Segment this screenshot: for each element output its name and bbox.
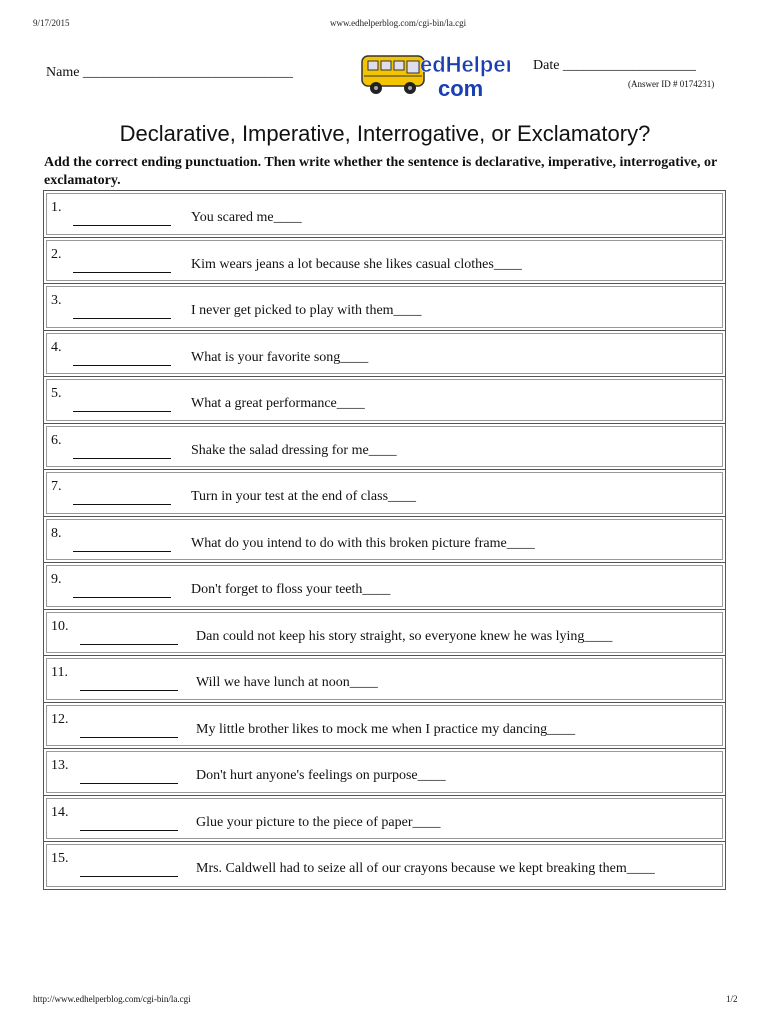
question-sentence: What is your favorite song____ — [191, 349, 369, 365]
question-sentence: Don't forget to floss your teeth____ — [191, 582, 391, 597]
question-sentence: What do you intend to do with this broken picture frame____ — [191, 535, 535, 551]
question-cell — [46, 751, 723, 793]
question-row — [44, 749, 725, 796]
svg-text:com: com — [438, 76, 484, 101]
question-number: 10. — [51, 618, 69, 634]
question-cell — [46, 565, 723, 607]
question-row — [44, 238, 725, 285]
question-number: 3. — [51, 293, 62, 308]
question-row — [44, 284, 725, 331]
question-sentence: Will we have lunch at noon____ — [196, 675, 378, 690]
question-row — [44, 377, 725, 424]
answer-blank[interactable] — [80, 783, 178, 784]
svg-text:edHelper.: edHelper. — [420, 52, 510, 77]
answer-blank[interactable] — [73, 272, 171, 273]
question-number: 14. — [51, 804, 69, 820]
instructions: Add the correct ending punctuation. Then write whether the sentence is declarative, imperative, interrogative, or exclamatory. — [44, 155, 717, 188]
question-row — [44, 656, 725, 703]
question-row — [44, 703, 725, 750]
question-row — [44, 331, 725, 378]
question-number: 4. — [51, 339, 62, 355]
question-cell — [46, 705, 723, 747]
question-cell — [46, 472, 723, 514]
question-cell — [46, 844, 723, 887]
answer-blank[interactable] — [80, 830, 178, 831]
question-cell — [46, 798, 723, 840]
question-sentence: You scared me____ — [191, 210, 302, 225]
question-row — [44, 842, 725, 889]
question-sentence: Glue your picture to the piece of paper____ — [196, 814, 441, 830]
answer-blank[interactable] — [73, 458, 171, 459]
question-sentence: Don't hurt anyone's feelings on purpose____ — [196, 768, 446, 783]
answer-blank[interactable] — [73, 365, 171, 366]
answer-id: (Answer ID # 0174231) — [628, 79, 715, 89]
question-number: 8. — [51, 525, 62, 541]
question-row — [44, 470, 725, 517]
answer-blank[interactable] — [80, 737, 178, 738]
question-cell — [46, 519, 723, 561]
question-cell — [46, 286, 723, 328]
question-sentence: What a great performance____ — [191, 396, 365, 411]
question-cell — [46, 240, 723, 282]
question-cell — [46, 426, 723, 468]
question-sentence: Turn in your test at the end of class____ — [191, 489, 417, 504]
question-sentence: Kim wears jeans a lot because she likes casual clothes____ — [191, 256, 522, 272]
question-number: 11. — [51, 665, 68, 680]
question-number: 15. — [51, 851, 69, 866]
question-sentence: My little brother likes to mock me when I practice my dancing____ — [196, 721, 576, 737]
question-number: 5. — [51, 386, 62, 401]
answer-blank[interactable] — [80, 644, 178, 645]
answer-blank[interactable] — [80, 876, 178, 877]
question-number: 2. — [51, 246, 62, 262]
question-row — [44, 517, 725, 564]
question-sentence: Shake the salad dressing for me____ — [191, 442, 397, 458]
answer-blank[interactable] — [73, 551, 171, 552]
footer-url: http://www.edhelperblog.com/cgi-bin/la.cgi — [33, 994, 191, 1004]
question-cell — [46, 193, 723, 235]
question-sentence: Dan could not keep his story straight, so everyone knew he was lying____ — [196, 628, 613, 644]
print-date: 9/17/2015 — [33, 18, 70, 28]
questions-table — [43, 190, 726, 890]
question-row — [44, 191, 725, 238]
question-cell — [46, 333, 723, 375]
answer-blank[interactable] — [73, 597, 171, 598]
question-row — [44, 563, 725, 610]
question-number: 9. — [51, 572, 62, 587]
name-field: Name ______________________________ — [46, 65, 293, 80]
question-cell — [46, 612, 723, 654]
question-sentence: Mrs. Caldwell had to seize all of our crayons because we kept breaking them____ — [196, 861, 655, 876]
edhelper-logo — [360, 46, 510, 102]
question-number: 6. — [51, 432, 62, 448]
answer-blank[interactable] — [73, 504, 171, 505]
question-cell — [46, 379, 723, 421]
answer-blank[interactable] — [73, 411, 171, 412]
question-sentence: I never get picked to play with them____ — [191, 303, 422, 318]
question-number: 7. — [51, 479, 62, 494]
answer-blank[interactable] — [73, 225, 171, 226]
question-row — [44, 424, 725, 471]
answer-blank[interactable] — [73, 318, 171, 319]
question-number: 1. — [51, 200, 62, 215]
school-bus-icon — [362, 56, 424, 94]
question-number: 12. — [51, 711, 69, 727]
date-field: Date ___________________ — [533, 58, 696, 73]
question-row — [44, 610, 725, 657]
worksheet-title: Declarative, Imperative, Interrogative, or Exclamatory? — [119, 121, 651, 146]
answer-blank[interactable] — [80, 690, 178, 691]
print-url: www.edhelperblog.com/cgi-bin/la.cgi — [330, 18, 467, 28]
question-number: 13. — [51, 758, 69, 773]
question-row — [44, 796, 725, 843]
question-cell — [46, 658, 723, 700]
footer-page-number: 1/2 — [726, 994, 738, 1004]
